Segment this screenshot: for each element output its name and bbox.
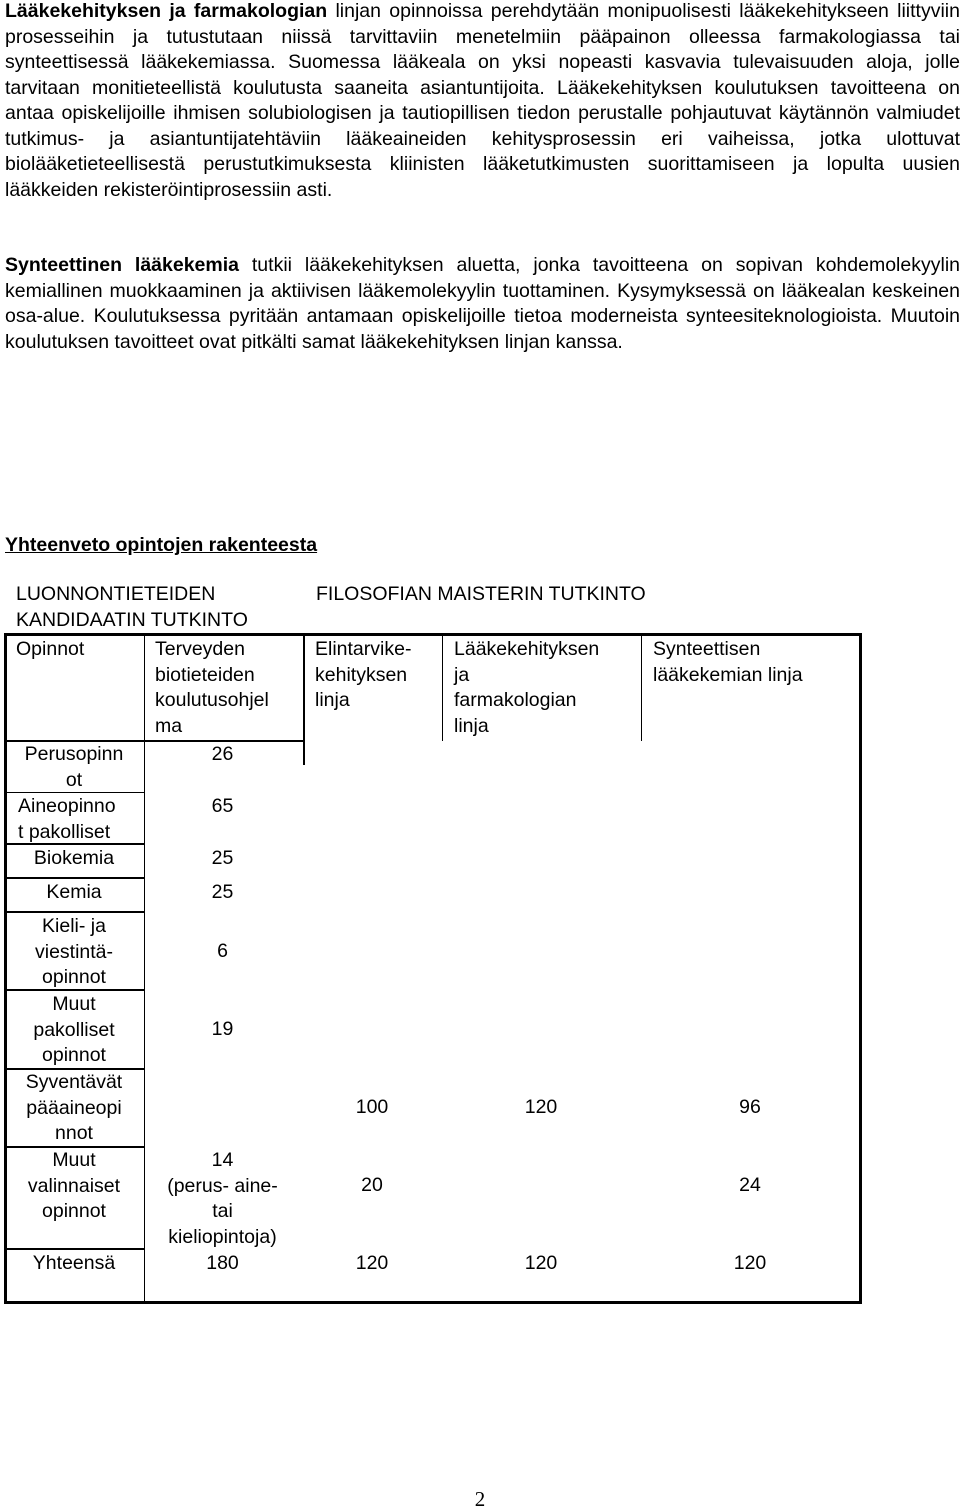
table-right-border	[859, 633, 862, 1304]
page-number: 2	[474, 1487, 486, 1511]
row-value-perusopinnot-bsc: 26	[211, 743, 234, 765]
row-value-aineopinnot-bsc: 65	[211, 795, 234, 817]
row-label-muut-pakolliset: Muut pakolliset opinnot	[33, 993, 115, 1066]
paragraph-synthetic	[5, 253, 960, 355]
row-value-kemia-bsc: 25	[211, 881, 234, 903]
master-degree-label: FILOSOFIAN MAISTERIN TUTKINTO	[316, 583, 646, 605]
header-food-development: Elintarvike- kehityksen linja	[315, 638, 412, 711]
row-value-syventavat-drug: 120	[524, 1096, 558, 1118]
header-synthetic-chemistry: Synteettisen lääkekemian linja	[653, 638, 803, 686]
row-value-kieli-bsc: 6	[217, 940, 228, 962]
row-divider-kemia	[4, 911, 145, 913]
row-divider-biokemia	[4, 877, 145, 879]
row-divider-muut-val	[4, 1248, 145, 1250]
summary-heading-text: Yhteenveto opintojen rakenteesta	[5, 534, 318, 556]
paragraph-intro	[5, 0, 960, 203]
header-opinnot: Opinnot	[16, 638, 85, 660]
paragraph-synthetic-text: tutkii lääkekehityksen aluetta, jonka tavoitteena on sopivan kohdemolekyylin kemiallinen muokkaaminen ja aktiivisen lääkemolekyylin tuottaminen. Kysymyksessä on lääkealan keskeinen osa-alue. Koulutuksessa pyritään antamaan opiskelijoille tietoa moderneista synteesiteknologioista. Muutoin koulutuksen tavoitteet ovat pitkälti samat lääkekehityksen linjan kanssa.	[5, 254, 960, 353]
paragraph-intro-lead: Lääkekehityksen ja farmakologian	[5, 0, 328, 22]
row-value-yhteensa-synth: 120	[733, 1252, 767, 1274]
row-label-perusopinnot: Perusopinn ot	[24, 743, 124, 791]
paragraph-intro-text: linjan opinnoissa perehdytään monipuolisesti lääkekehitykseen liittyviin prosesseihin ja tutustutaan niissä tarvittaviin menetelmiin pääpainon olleessa farmakologiassa tai synteettisessä lääkekemiassa. Suomessa lääkeala on yksi nopeasti kasvavia tulevaisuuden aloja, jolle tarvitaan monitieteellistä koulutusta saaneita asiantuntijoita. Lääkekehityksen koulutuksen tavoitteena on antaa opiskelijoille ihmisen solubiologisen ja tautiopillisen tiedon perustalle pohjautuvat käytännön valmiudet tutkimus- ja asiantuntijatehtäviin lääkeaineiden kehitysprosessin eri vaiheissa, jotka ulottuvat biolääketieteellisestä perustutkimuksesta kliinisten lääketutkimusten suorittamiseen ja lopulta uusien lääkkeiden rekisteröintiprosessiin asti.	[5, 0, 960, 201]
row-value-muut-valinnaiset-synth: 24	[739, 1174, 761, 1196]
col4-divider	[641, 633, 642, 741]
summary-heading	[5, 534, 317, 557]
table-top-border	[4, 633, 862, 636]
row-label-kieli: Kieli- ja viestintä- opinnot	[34, 915, 114, 988]
row-label-muut-valinnaiset: Muut valinnaiset opinnot	[27, 1149, 121, 1222]
row-value-syventavat-food: 100	[355, 1096, 389, 1118]
header-bsc-program: Terveyden biotieteiden koulutusohjel ma	[155, 638, 269, 737]
table-bottom-border	[4, 1301, 862, 1304]
row-value-muut-valinnaiset-food: 20	[361, 1174, 383, 1196]
row-value-muut-valinnaiset-bsc: 14 (perus- aine- tai kieliopintoja)	[167, 1149, 278, 1248]
row-label-aineopinnot: Aineopinno t pakolliset	[18, 795, 116, 843]
row-value-yhteensa-food: 120	[355, 1252, 389, 1274]
bachelor-degree-label: LUONNONTIETEIDEN KANDIDAATIN TUTKINTO	[16, 583, 248, 631]
paragraph-synthetic-lead: Synteettinen lääkekemia	[5, 254, 239, 276]
master-column-divider	[303, 633, 305, 765]
col3-divider	[442, 633, 443, 741]
row-value-biokemia-bsc: 25	[211, 847, 234, 869]
row-value-muut-pakolliset-bsc: 19	[211, 1018, 234, 1040]
row-label-kemia: Kemia	[46, 881, 102, 903]
row-value-syventavat-synth: 96	[739, 1096, 761, 1118]
row-value-yhteensa-drug: 120	[524, 1252, 558, 1274]
row-label-biokemia: Biokemia	[33, 847, 115, 869]
row-label-yhteensa: Yhteensä	[32, 1252, 116, 1274]
row-label-syventavat: Syventävät pääaineopi nnot	[25, 1071, 123, 1144]
header-drug-development: Lääkekehityksen ja farmakologian linja	[454, 638, 600, 737]
row-value-yhteensa-bsc: 180	[206, 1252, 239, 1274]
